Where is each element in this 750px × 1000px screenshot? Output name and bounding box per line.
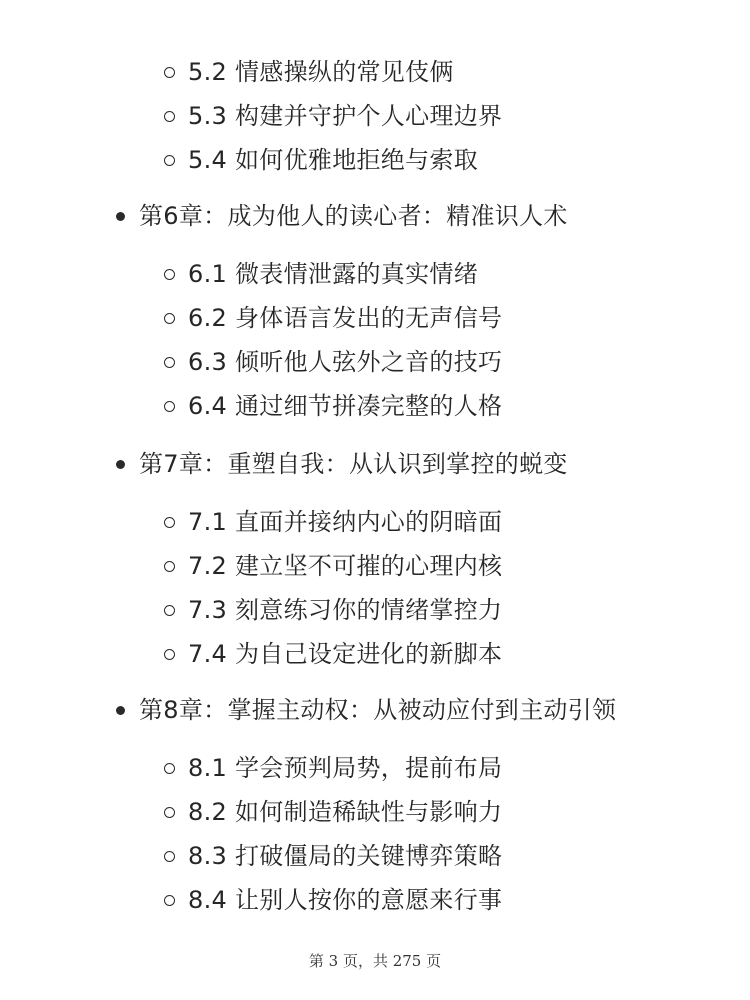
section-title: 6.3 倾听他人弦外之音的技巧 xyxy=(188,348,503,376)
section-item xyxy=(164,748,502,788)
section-title: 8.3 打破僵局的关键博弈策略 xyxy=(188,842,503,870)
section-title: 5.2 情感操纵的常见伎俩 xyxy=(188,58,454,86)
chapter-heading xyxy=(116,690,616,730)
hollow-bullet-icon xyxy=(164,763,175,774)
hollow-bullet-icon xyxy=(164,401,175,412)
section-title: 6.1 微表情泄露的真实情绪 xyxy=(188,260,478,288)
hollow-bullet-icon xyxy=(164,313,175,324)
section-item xyxy=(164,298,502,338)
chapter-title: 第8章：掌握主动权：从被动应付到主动引领 xyxy=(139,696,617,724)
filled-bullet-icon xyxy=(116,460,125,469)
hollow-bullet-icon xyxy=(164,357,175,368)
section-item xyxy=(164,386,502,426)
filled-bullet-icon xyxy=(116,706,125,715)
section-title: 8.4 让别人按你的意愿来行事 xyxy=(188,886,503,914)
section-title: 6.4 通过细节拼凑完整的人格 xyxy=(188,392,503,420)
hollow-bullet-icon xyxy=(164,269,175,280)
section-item xyxy=(164,590,502,630)
section-title: 8.2 如何制造稀缺性与影响力 xyxy=(188,798,503,826)
hollow-bullet-icon xyxy=(164,895,175,906)
hollow-bullet-icon xyxy=(164,67,175,78)
hollow-bullet-icon xyxy=(164,605,175,616)
section-title: 7.3 刻意练习你的情绪掌控力 xyxy=(188,596,503,624)
section-title: 5.3 构建并守护个人心理边界 xyxy=(188,102,503,130)
hollow-bullet-icon xyxy=(164,851,175,862)
section-item xyxy=(164,546,502,586)
hollow-bullet-icon xyxy=(164,649,175,660)
section-title: 8.1 学会预判局势，提前布局 xyxy=(188,754,503,782)
chapter-title: 第6章：成为他人的读心者：精准识人术 xyxy=(139,202,568,230)
chapter-title: 第7章：重塑自我：从认识到掌控的蜕变 xyxy=(139,450,568,478)
chapter-heading xyxy=(116,444,568,484)
section-item xyxy=(164,792,502,832)
section-item xyxy=(164,880,502,920)
section-item xyxy=(164,254,478,294)
hollow-bullet-icon xyxy=(164,807,175,818)
chapter-heading xyxy=(116,196,568,236)
section-title: 7.4 为自己设定进化的新脚本 xyxy=(188,640,503,668)
section-item xyxy=(164,140,478,180)
section-item xyxy=(164,502,502,542)
section-item xyxy=(164,342,502,382)
hollow-bullet-icon xyxy=(164,155,175,166)
section-title: 7.1 直面并接纳内心的阴暗面 xyxy=(188,508,503,536)
section-item xyxy=(164,52,454,92)
section-item xyxy=(164,634,502,674)
section-title: 5.4 如何优雅地拒绝与索取 xyxy=(188,146,478,174)
section-item xyxy=(164,836,502,876)
hollow-bullet-icon xyxy=(164,111,175,122)
hollow-bullet-icon xyxy=(164,561,175,572)
section-item xyxy=(164,96,502,136)
filled-bullet-icon xyxy=(116,212,125,221)
hollow-bullet-icon xyxy=(164,517,175,528)
section-title: 6.2 身体语言发出的无声信号 xyxy=(188,304,503,332)
page-footer: 第 3 页，共 275 页 xyxy=(308,952,442,970)
section-title: 7.2 建立坚不可摧的心理内核 xyxy=(188,552,503,580)
